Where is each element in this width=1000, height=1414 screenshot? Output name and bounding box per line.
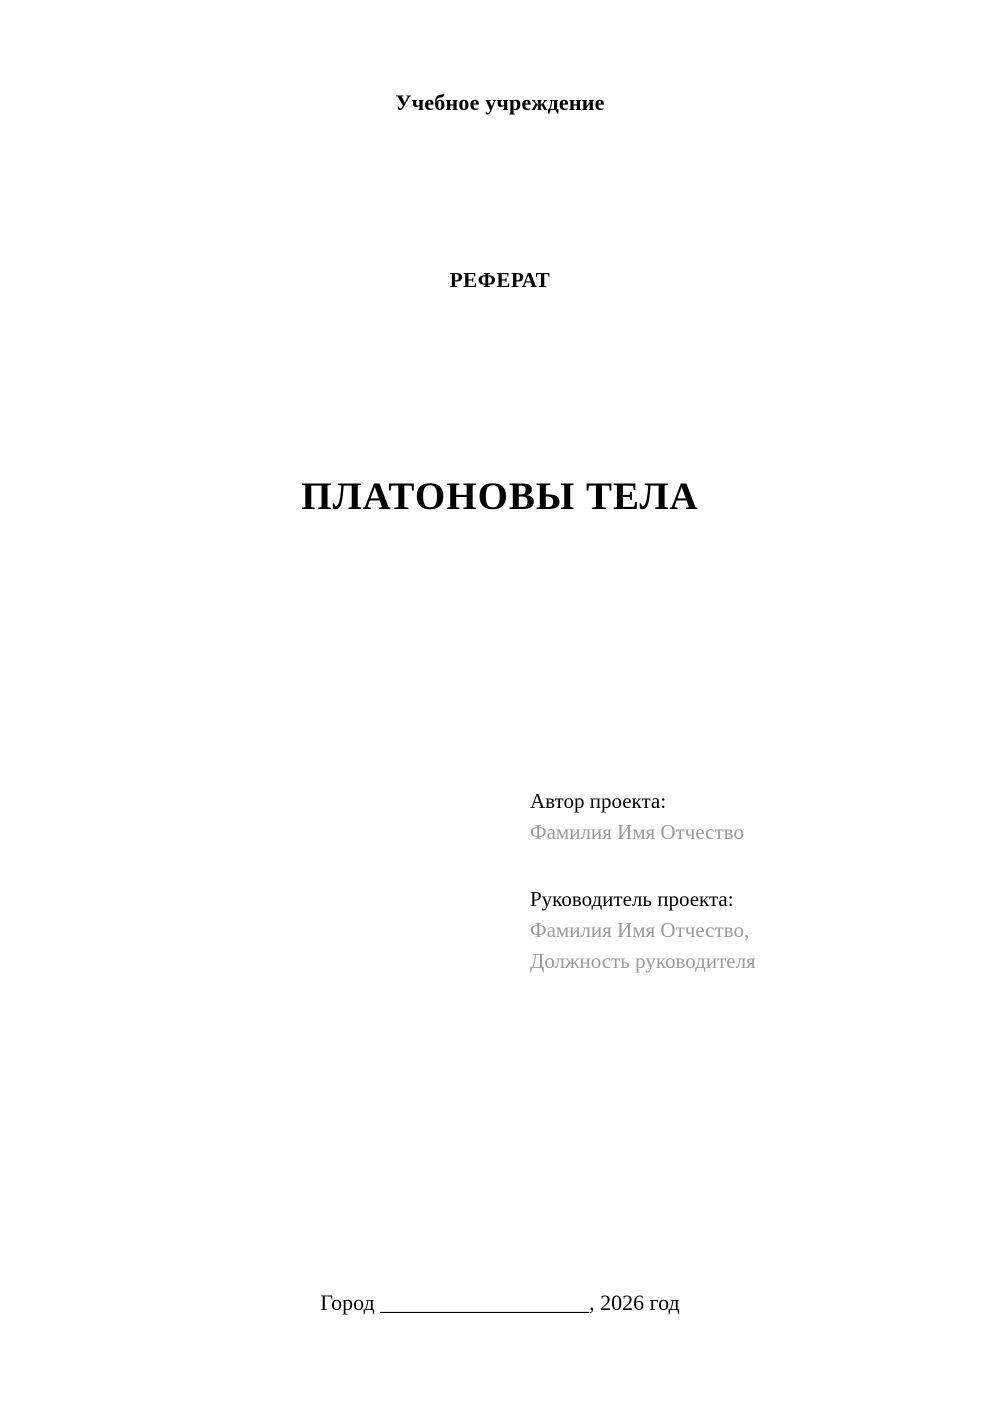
supervisor-value-line-1: Фамилия Имя Отчество, bbox=[530, 918, 750, 942]
footer-city-blank: ___________________ bbox=[380, 1290, 590, 1315]
author-group bbox=[530, 786, 930, 848]
author-label: Автор проекта: bbox=[530, 789, 667, 813]
supervisor-group bbox=[530, 884, 930, 977]
footer-year-suffix: , 2026 год bbox=[589, 1290, 680, 1315]
document-type: РЕФЕРАТ bbox=[449, 268, 551, 292]
footer-city-year bbox=[0, 1288, 1000, 1318]
credits-block bbox=[530, 786, 930, 977]
institution-name: Учебное учреждение bbox=[395, 90, 605, 115]
footer-city-prefix: Город bbox=[320, 1290, 381, 1315]
page-title: ПЛАТОНОВЫ ТЕЛА bbox=[301, 475, 699, 519]
author-value: Фамилия Имя Отчество bbox=[530, 820, 744, 844]
supervisor-label: Руководитель проекта: bbox=[530, 887, 734, 911]
supervisor-value-line-2: Должность руководителя bbox=[530, 949, 756, 973]
